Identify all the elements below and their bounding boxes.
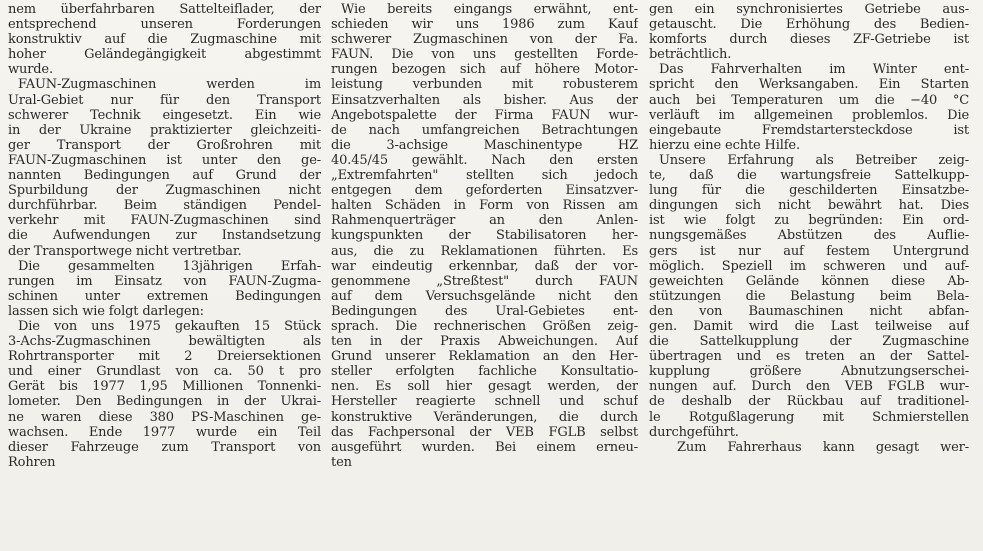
text-line: lung für die geschilderten Einsatzbe- — [649, 183, 969, 199]
text-line: gen. Damit wird die Last teilweise auf — [649, 318, 969, 334]
text-line: Grund unserer Reklamation an den Her- — [331, 349, 638, 365]
text-line: wachsen. Ende 1977 wurde ein Teil — [8, 424, 321, 440]
text-line: der Transportwege nicht vertretbar. — [8, 243, 242, 259]
text-line: le Rotgußlagerung mit Schmierstellen — [649, 409, 969, 425]
text-line: getauscht. Die Erhöhung des Bedien- — [649, 17, 969, 33]
text-line: geweichten Gelände können diese Ab- — [649, 273, 969, 289]
text-line: beträchtlich. — [649, 47, 732, 63]
text-line: steller erfolgten fachliche Konsultatio- — [331, 364, 638, 380]
text-line: entsprechend unseren Forderungen — [8, 17, 321, 33]
text-line: ne waren diese 380 PS-Maschinen ge- — [8, 409, 321, 425]
text-line: de nach umfangreichen Betrachtungen — [331, 122, 638, 138]
text-line: FAUN-Zugmaschinen werden im — [18, 77, 321, 93]
text-line: die Sattelkupplung der Zugmaschine — [649, 334, 969, 350]
text-line: entgegen dem geforderten Einsatzver- — [331, 183, 638, 199]
text-line: auch bei Temperaturen um die −40 °C — [649, 92, 969, 108]
text-line: dingungen sich nicht bewährt hat. Dies — [649, 198, 969, 214]
text-line: nannten Bedingungen auf Grund der — [8, 168, 321, 184]
text-line: aus, die zu Reklamationen führten. Es — [331, 243, 638, 259]
text-line: Die von uns 1975 gekauften 15 Stück — [18, 318, 321, 334]
text-line: ten — [331, 454, 352, 470]
text-column-1 — [8, 2, 321, 470]
text-line: FAUN-Zugmaschinen ist unter den ge- — [8, 152, 321, 168]
text-line: komforts durch dieses ZF-Getriebe ist — [649, 32, 969, 48]
text-line: schieden wir uns 1986 zum Kauf — [331, 17, 638, 33]
text-line: te, daß die wartungsfreie Sattelkupp- — [649, 168, 969, 184]
text-line: Zum Fahrerhaus kann gesagt wer- — [677, 439, 969, 455]
text-line: leistung verbunden mit robusterem — [331, 77, 638, 93]
text-line: wurde. — [8, 62, 53, 78]
text-line: war eindeutig erkennbar, daß der vor- — [331, 258, 638, 274]
text-line: gen ein synchronisiertes Getriebe aus- — [649, 2, 969, 17]
text-line: 3-Achs-Zugmaschinen bewältigten als — [8, 334, 321, 350]
text-line: und einer Grundlast von ca. 50 t pro — [8, 364, 321, 380]
text-line: auf dem Versuchsgelände nicht den — [331, 288, 638, 304]
text-line: lassen sich wie folgt darlegen: — [8, 303, 204, 319]
text-line: stützungen die Belastung beim Bela- — [649, 288, 969, 304]
text-line: 40.45/45 gewählt. Nach den ersten — [331, 152, 638, 168]
text-line: hoher Geländegängigkeit abgestimmt — [8, 47, 321, 63]
text-line: schinen unter extremen Bedingungen — [8, 288, 321, 304]
text-line: Rohren — [8, 454, 56, 470]
text-line: dieser Fahrzeuge zum Transport von — [8, 439, 321, 455]
text-line: nen. Es soll hier gesagt werden, der — [331, 379, 638, 395]
text-line: die 3-achsige Maschinentype HZ — [331, 137, 638, 153]
text-line: ten in der Praxis Abweichungen. Auf — [331, 334, 638, 350]
text-line: Die gesammelten 13jährigen Erfah- — [18, 258, 321, 274]
text-line: ausgeführt wurden. Bei einem erneu- — [331, 439, 638, 455]
text-line: rungen im Einsatz von FAUN-Zugma- — [8, 273, 321, 289]
text-line: eingebaute Fremdstartersteckdose ist — [649, 122, 969, 138]
text-line: Gerät bis 1977 1,95 Millionen Tonnenki- — [8, 379, 321, 395]
text-line: schwerer Technik eingesetzt. Ein wie — [8, 107, 321, 123]
text-column-2 — [331, 2, 638, 470]
text-line: in der Ukraine praktizierter gleichzeiti- — [8, 122, 321, 138]
text-line: das Fachpersonal der VEB FGLB selbst — [331, 424, 638, 440]
text-line: rungen bezogen sich auf höhere Motor- — [331, 62, 638, 78]
text-line: Spurbildung der Zugmaschinen nicht — [8, 183, 321, 199]
text-line: hierzu eine echte Hilfe. — [649, 137, 800, 153]
text-line: nungsgemäßes Abstützen des Auflie- — [649, 228, 969, 244]
text-line: möglich. Speziell im schweren und auf- — [649, 258, 969, 274]
text-line: sprach. Die rechnerischen Größen zeig- — [331, 318, 638, 334]
text-line: ist wie folgt zu begründen: Ein ord- — [649, 213, 969, 229]
text-line: kungspunkten der Stabilisatoren her- — [331, 228, 638, 244]
text-line: Unsere Erfahrung als Betreiber zeig- — [659, 152, 969, 168]
text-line: Hersteller reagierte schnell und schuf — [331, 394, 638, 410]
text-line: schwerer Zugmaschinen von der Fa. — [331, 32, 638, 48]
text-line: durchführbar. Beim ständigen Pendel- — [8, 198, 321, 214]
text-line: Das Fahrverhalten im Winter ent- — [659, 62, 969, 78]
text-line: genommene „Streßtest" durch FAUN — [331, 273, 638, 289]
text-line: Ural-Gebiet nur für den Transport — [8, 92, 321, 108]
text-line: Rohrtransporter mit 2 Dreiersektionen — [8, 349, 321, 365]
text-line: die Aufwendungen zur Instandsetzung — [8, 228, 321, 244]
text-line: FAUN. Die von uns gestellten Forde- — [331, 47, 638, 63]
text-line: nem überfahrbaren Sattelteiflader, der — [8, 2, 321, 17]
text-column-3 — [649, 2, 969, 455]
text-line: verkehr mit FAUN-Zugmaschinen sind — [8, 213, 321, 229]
text-line: übertragen und es treten an der Sattel- — [649, 349, 969, 365]
text-line: ger Transport der Großrohren mit — [8, 137, 321, 153]
text-line: verläuft im allgemeinen problemlos. Die — [649, 107, 969, 123]
text-line: gers ist nur auf festem Untergrund — [649, 243, 969, 259]
text-line: konstruktive Veränderungen, die durch — [331, 409, 638, 425]
text-line: spricht den Werksangaben. Ein Starten — [649, 77, 969, 93]
text-line: kupplung größere Abnutzungserschei- — [649, 364, 969, 380]
text-line: Wie bereits eingangs erwähnt, ent- — [341, 2, 638, 17]
text-line: Einsatzverhalten als bisher. Aus der — [331, 92, 638, 108]
text-line: „Extremfahrten" stellten sich jedoch — [331, 168, 638, 184]
text-line: durchgeführt. — [649, 424, 739, 440]
text-line: nungen auf. Durch den VEB FGLB wur- — [649, 379, 969, 395]
text-line: halten Schäden in Form von Rissen am — [331, 198, 638, 214]
text-line: de deshalb der Rückbau auf traditionel- — [649, 394, 969, 410]
text-line: Angebotspalette der Firma FAUN wur- — [331, 107, 638, 123]
text-line: den von Baumaschinen nicht abfan- — [649, 303, 969, 319]
text-line: Rahmenquerträger an den Anlen- — [331, 213, 638, 229]
text-line: konstruktiv auf die Zugmaschine mit — [8, 32, 321, 48]
text-line: Bedingungen des Ural-Gebietes ent- — [331, 303, 638, 319]
text-line: lometer. Den Bedingungen in der Ukrai- — [8, 394, 321, 410]
